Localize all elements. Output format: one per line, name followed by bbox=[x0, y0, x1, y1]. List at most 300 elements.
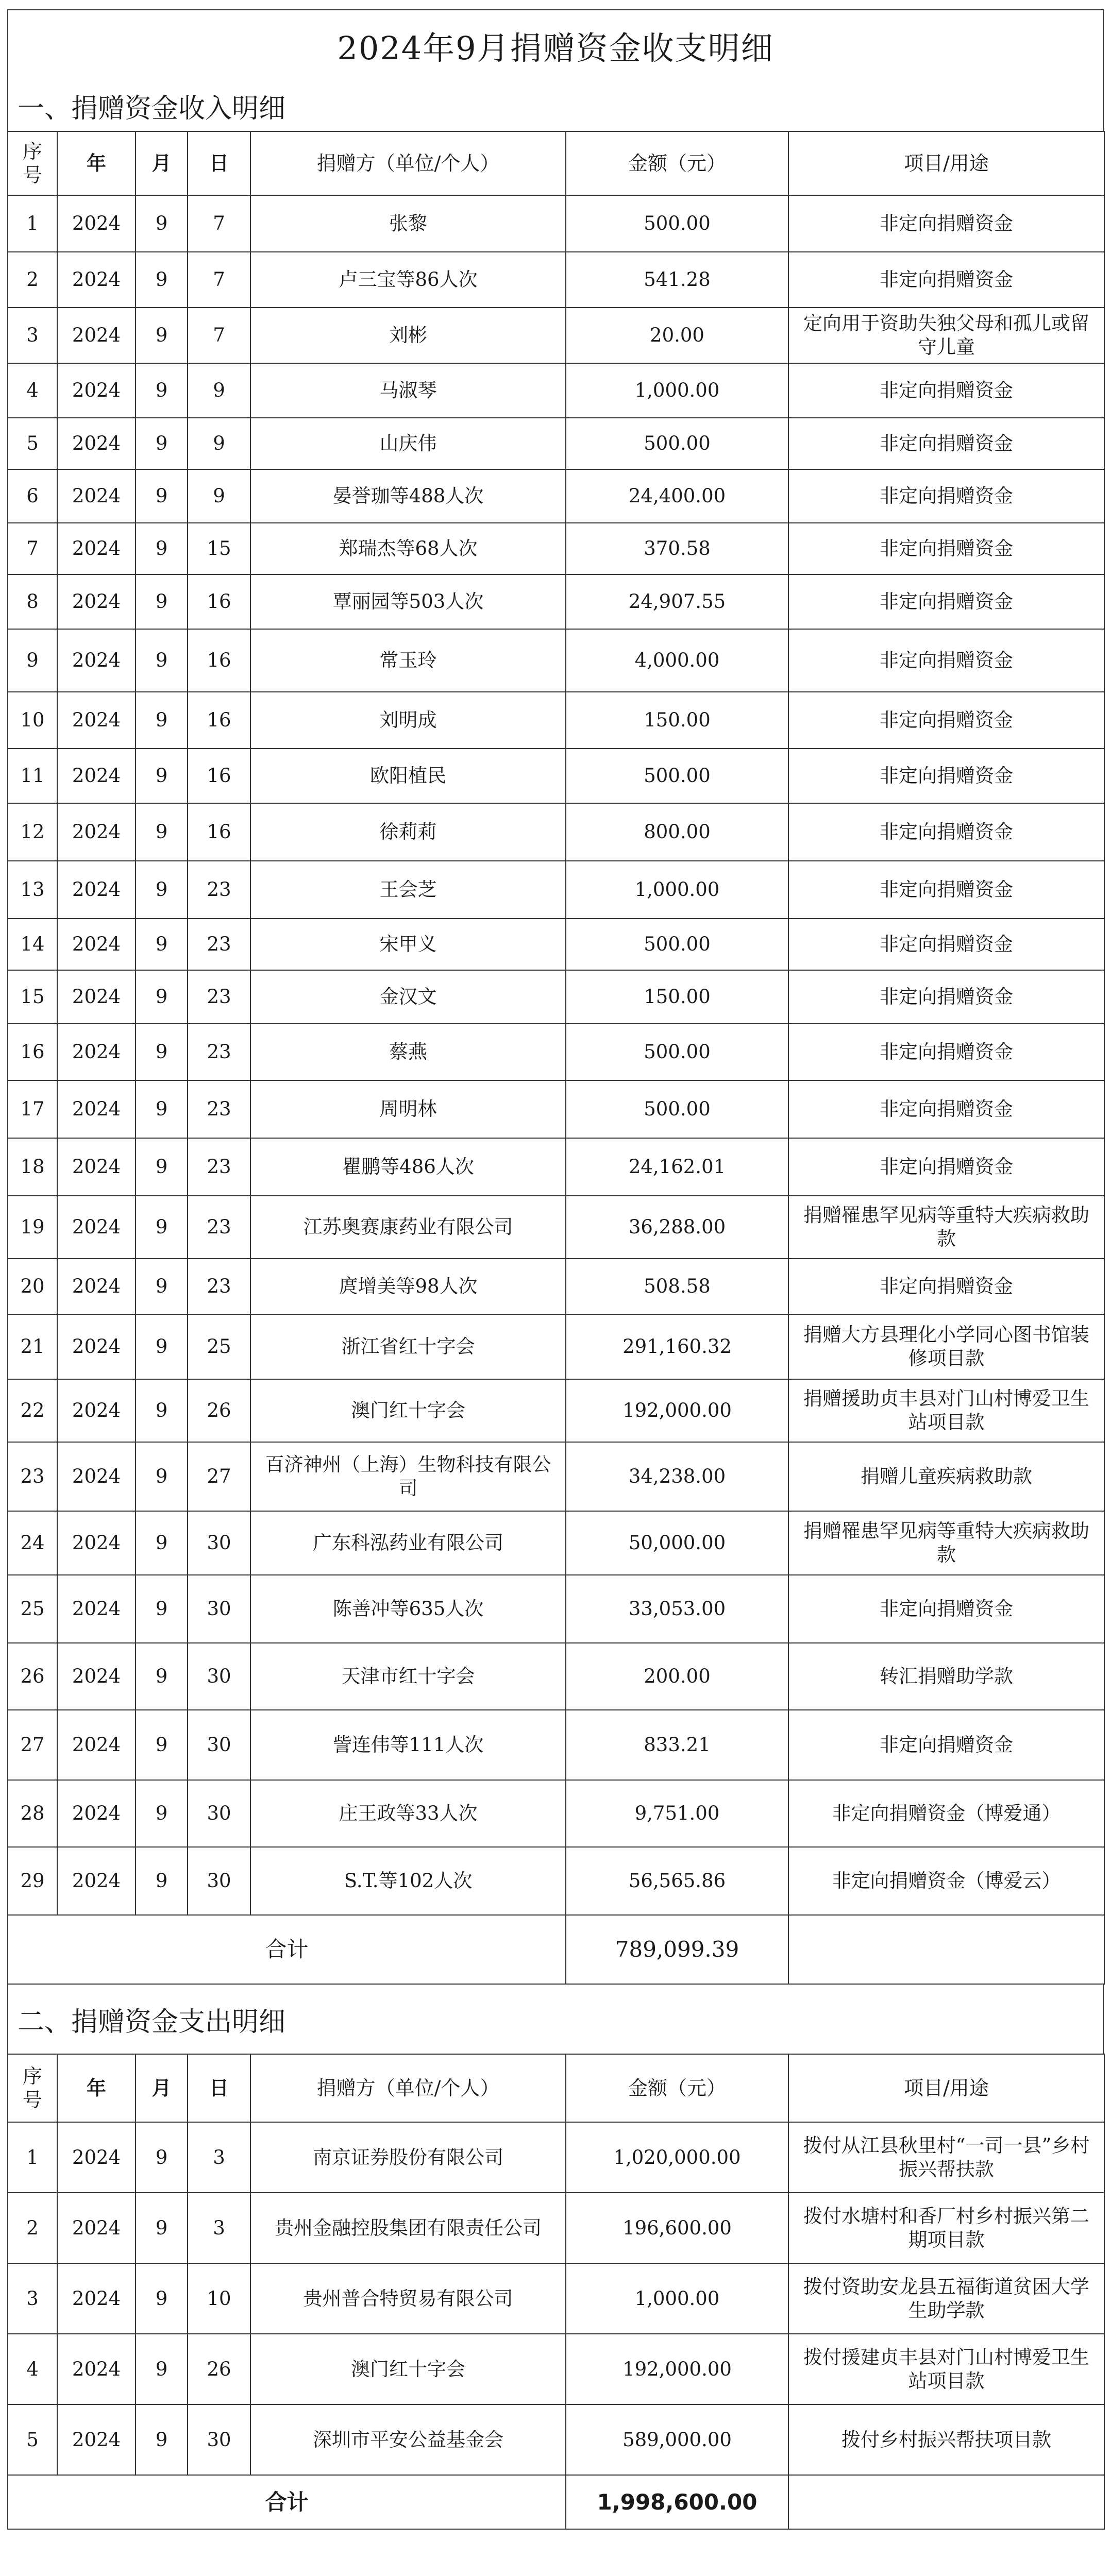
page-title: 2024年9月捐赠资金收支明细 bbox=[337, 29, 774, 67]
donor-cell: 徐莉莉 bbox=[250, 803, 566, 861]
donor-cell: 贵州金融控股集团有限责任公司 bbox=[250, 2193, 566, 2263]
year-cell: 2024 bbox=[57, 2122, 136, 2193]
table-row bbox=[8, 2334, 1104, 2404]
donor-cell: 浙江省红十字会 bbox=[250, 1314, 566, 1379]
purpose-cell: 捐赠罹患罕见病等重特大疾病救助款 bbox=[788, 1196, 1104, 1259]
table-row bbox=[8, 970, 1104, 1024]
year-cell: 2024 bbox=[57, 1780, 136, 1847]
donor-cell: 山庆伟 bbox=[250, 418, 566, 469]
purpose-cell: 非定向捐赠资金 bbox=[788, 1575, 1104, 1643]
year-cell: 2024 bbox=[57, 2193, 136, 2263]
seq-cell: 21 bbox=[8, 1314, 57, 1379]
table-row bbox=[8, 1511, 1104, 1575]
day-cell: 9 bbox=[188, 363, 250, 418]
purpose-cell: 非定向捐赠资金 bbox=[788, 363, 1104, 418]
table-row bbox=[8, 803, 1104, 861]
donor-cell: 天津市红十字会 bbox=[250, 1643, 566, 1710]
page-title-box bbox=[7, 9, 1104, 80]
month-cell: 9 bbox=[136, 692, 188, 749]
year-cell: 2024 bbox=[57, 523, 136, 574]
donor-cell: 蔡燕 bbox=[250, 1024, 566, 1080]
expense-total-label: 合计 bbox=[8, 2475, 566, 2529]
table-row bbox=[8, 692, 1104, 749]
day-cell: 23 bbox=[188, 1024, 250, 1080]
donor-cell: 卢三宝等86人次 bbox=[250, 252, 566, 308]
donor-cell: S.T.等102人次 bbox=[250, 1847, 566, 1915]
table-row bbox=[8, 1080, 1104, 1138]
donor-cell: 庄王政等33人次 bbox=[250, 1780, 566, 1847]
donor-cell: 瞿鹏等486人次 bbox=[250, 1138, 566, 1196]
month-cell: 9 bbox=[136, 861, 188, 919]
amount-cell: 150.00 bbox=[566, 692, 788, 749]
purpose-cell: 定向用于资助失独父母和孤儿或留守儿童 bbox=[788, 308, 1104, 363]
table-row bbox=[8, 2263, 1104, 2334]
month-cell: 9 bbox=[136, 1780, 188, 1847]
header-amount: 金额（元） bbox=[566, 131, 788, 195]
amount-cell: 192,000.00 bbox=[566, 1379, 788, 1442]
amount-cell: 1,000.00 bbox=[566, 363, 788, 418]
header-purpose: 项目/用途 bbox=[788, 131, 1104, 195]
donor-cell: 郑瑞杰等68人次 bbox=[250, 523, 566, 574]
seq-cell: 3 bbox=[8, 2263, 57, 2334]
day-cell: 30 bbox=[188, 1575, 250, 1643]
donor-cell: 刘彬 bbox=[250, 308, 566, 363]
table-row bbox=[8, 919, 1104, 970]
month-cell: 9 bbox=[136, 252, 188, 308]
amount-cell: 1,020,000.00 bbox=[566, 2122, 788, 2193]
year-cell: 2024 bbox=[57, 970, 136, 1024]
day-cell: 23 bbox=[188, 861, 250, 919]
purpose-cell: 非定向捐赠资金（博爱通） bbox=[788, 1780, 1104, 1847]
donor-cell: 宋甲义 bbox=[250, 919, 566, 970]
seq-cell: 5 bbox=[8, 418, 57, 469]
purpose-cell: 非定向捐赠资金 bbox=[788, 523, 1104, 574]
day-cell: 16 bbox=[188, 629, 250, 692]
purpose-cell: 非定向捐赠资金 bbox=[788, 469, 1104, 523]
month-cell: 9 bbox=[136, 970, 188, 1024]
seq-cell: 14 bbox=[8, 919, 57, 970]
purpose-cell: 非定向捐赠资金 bbox=[788, 749, 1104, 803]
donor-cell: 覃丽园等503人次 bbox=[250, 574, 566, 629]
seq-cell: 5 bbox=[8, 2404, 57, 2475]
purpose-cell: 捐赠大方县理化小学同心图书馆装修项目款 bbox=[788, 1314, 1104, 1379]
year-cell: 2024 bbox=[57, 1080, 136, 1138]
amount-cell: 800.00 bbox=[566, 803, 788, 861]
month-cell: 9 bbox=[136, 1511, 188, 1575]
day-cell: 23 bbox=[188, 1196, 250, 1259]
day-cell: 16 bbox=[188, 803, 250, 861]
day-cell: 30 bbox=[188, 1847, 250, 1915]
seq-cell: 4 bbox=[8, 2334, 57, 2404]
year-cell: 2024 bbox=[57, 1710, 136, 1780]
month-cell: 9 bbox=[136, 1259, 188, 1314]
day-cell: 3 bbox=[188, 2193, 250, 2263]
expense-total-row bbox=[8, 2475, 1104, 2529]
expense-section-heading: 二、捐赠资金支出明细 bbox=[7, 1985, 1104, 2054]
purpose-cell: 非定向捐赠资金 bbox=[788, 252, 1104, 308]
purpose-cell: 非定向捐赠资金 bbox=[788, 692, 1104, 749]
seq-cell: 20 bbox=[8, 1259, 57, 1314]
purpose-cell: 捐赠援助贞丰县对门山村博爱卫生站项目款 bbox=[788, 1379, 1104, 1442]
seq-cell: 7 bbox=[8, 523, 57, 574]
table-row bbox=[8, 574, 1104, 629]
table-row bbox=[8, 363, 1104, 418]
month-cell: 9 bbox=[136, 919, 188, 970]
month-cell: 9 bbox=[136, 2404, 188, 2475]
month-cell: 9 bbox=[136, 1314, 188, 1379]
amount-cell: 200.00 bbox=[566, 1643, 788, 1710]
month-cell: 9 bbox=[136, 1847, 188, 1915]
amount-cell: 20.00 bbox=[566, 308, 788, 363]
month-cell: 9 bbox=[136, 1024, 188, 1080]
table-row bbox=[8, 1710, 1104, 1780]
amount-cell: 196,600.00 bbox=[566, 2193, 788, 2263]
table-row bbox=[8, 2122, 1104, 2193]
purpose-cell: 拨付从江县秋里村“一司一县”乡村振兴帮扶款 bbox=[788, 2122, 1104, 2193]
day-cell: 7 bbox=[188, 252, 250, 308]
day-cell: 9 bbox=[188, 469, 250, 523]
amount-cell: 1,000.00 bbox=[566, 861, 788, 919]
table-row bbox=[8, 1643, 1104, 1710]
table-row bbox=[8, 1442, 1104, 1511]
month-cell: 9 bbox=[136, 574, 188, 629]
year-cell: 2024 bbox=[57, 574, 136, 629]
day-cell: 3 bbox=[188, 2122, 250, 2193]
donor-cell: 訾连伟等111人次 bbox=[250, 1710, 566, 1780]
purpose-cell: 非定向捐赠资金 bbox=[788, 803, 1104, 861]
amount-cell: 541.28 bbox=[566, 252, 788, 308]
amount-cell: 1,000.00 bbox=[566, 2263, 788, 2334]
month-cell: 9 bbox=[136, 1379, 188, 1442]
purpose-cell: 非定向捐赠资金 bbox=[788, 1080, 1104, 1138]
month-cell: 9 bbox=[136, 1138, 188, 1196]
purpose-cell: 非定向捐赠资金 bbox=[788, 418, 1104, 469]
year-cell: 2024 bbox=[57, 692, 136, 749]
header-month: 月 bbox=[136, 131, 188, 195]
donor-cell: 周明林 bbox=[250, 1080, 566, 1138]
amount-cell: 34,238.00 bbox=[566, 1442, 788, 1511]
table-row bbox=[8, 1314, 1104, 1379]
expense-header-row bbox=[8, 2054, 1104, 2122]
donor-cell: 晏誉珈等488人次 bbox=[250, 469, 566, 523]
table-row bbox=[8, 1196, 1104, 1259]
donor-cell: 陈善冲等635人次 bbox=[250, 1575, 566, 1643]
table-row bbox=[8, 861, 1104, 919]
year-cell: 2024 bbox=[57, 1511, 136, 1575]
month-cell: 9 bbox=[136, 363, 188, 418]
seq-cell: 16 bbox=[8, 1024, 57, 1080]
year-cell: 2024 bbox=[57, 363, 136, 418]
header-purpose: 项目/用途 bbox=[788, 2054, 1104, 2122]
purpose-cell: 拨付乡村振兴帮扶项目款 bbox=[788, 2404, 1104, 2475]
expense-total-value: 1,998,600.00 bbox=[566, 2475, 788, 2529]
year-cell: 2024 bbox=[57, 1575, 136, 1643]
day-cell: 25 bbox=[188, 1314, 250, 1379]
donor-cell: 庹增美等98人次 bbox=[250, 1259, 566, 1314]
day-cell: 23 bbox=[188, 1080, 250, 1138]
seq-cell: 3 bbox=[8, 308, 57, 363]
amount-cell: 33,053.00 bbox=[566, 1575, 788, 1643]
year-cell: 2024 bbox=[57, 803, 136, 861]
seq-cell: 6 bbox=[8, 469, 57, 523]
income-table bbox=[7, 131, 1105, 1985]
table-row bbox=[8, 2193, 1104, 2263]
amount-cell: 589,000.00 bbox=[566, 2404, 788, 2475]
purpose-cell: 非定向捐赠资金 bbox=[788, 919, 1104, 970]
amount-cell: 291,160.32 bbox=[566, 1314, 788, 1379]
day-cell: 30 bbox=[188, 1710, 250, 1780]
donor-cell: 澳门红十字会 bbox=[250, 2334, 566, 2404]
year-cell: 2024 bbox=[57, 1643, 136, 1710]
amount-cell: 500.00 bbox=[566, 195, 788, 252]
table-row bbox=[8, 1379, 1104, 1442]
donor-cell: 江苏奥赛康药业有限公司 bbox=[250, 1196, 566, 1259]
year-cell: 2024 bbox=[57, 1442, 136, 1511]
day-cell: 30 bbox=[188, 1511, 250, 1575]
year-cell: 2024 bbox=[57, 1314, 136, 1379]
day-cell: 23 bbox=[188, 919, 250, 970]
year-cell: 2024 bbox=[57, 195, 136, 252]
year-cell: 2024 bbox=[57, 919, 136, 970]
year-cell: 2024 bbox=[57, 1196, 136, 1259]
donor-cell: 张黎 bbox=[250, 195, 566, 252]
month-cell: 9 bbox=[136, 2334, 188, 2404]
expense-table bbox=[7, 2054, 1105, 2530]
amount-cell: 4,000.00 bbox=[566, 629, 788, 692]
year-cell: 2024 bbox=[57, 1259, 136, 1314]
purpose-cell: 非定向捐赠资金（博爱云） bbox=[788, 1847, 1104, 1915]
header-donor: 捐赠方（单位/个人） bbox=[250, 131, 566, 195]
month-cell: 9 bbox=[136, 1643, 188, 1710]
year-cell: 2024 bbox=[57, 1138, 136, 1196]
donor-cell: 王会芝 bbox=[250, 861, 566, 919]
day-cell: 7 bbox=[188, 308, 250, 363]
day-cell: 23 bbox=[188, 970, 250, 1024]
purpose-cell: 非定向捐赠资金 bbox=[788, 1138, 1104, 1196]
month-cell: 9 bbox=[136, 2193, 188, 2263]
month-cell: 9 bbox=[136, 523, 188, 574]
day-cell: 30 bbox=[188, 1643, 250, 1710]
table-row bbox=[8, 523, 1104, 574]
purpose-cell: 非定向捐赠资金 bbox=[788, 1710, 1104, 1780]
year-cell: 2024 bbox=[57, 2404, 136, 2475]
year-cell: 2024 bbox=[57, 2263, 136, 2334]
day-cell: 26 bbox=[188, 2334, 250, 2404]
seq-cell: 9 bbox=[8, 629, 57, 692]
seq-cell: 17 bbox=[8, 1080, 57, 1138]
donor-cell: 贵州普合特贸易有限公司 bbox=[250, 2263, 566, 2334]
seq-cell: 15 bbox=[8, 970, 57, 1024]
amount-cell: 24,162.01 bbox=[566, 1138, 788, 1196]
header-seq: 序号 bbox=[8, 131, 57, 195]
amount-cell: 500.00 bbox=[566, 1024, 788, 1080]
table-row bbox=[8, 195, 1104, 252]
table-row bbox=[8, 629, 1104, 692]
month-cell: 9 bbox=[136, 418, 188, 469]
amount-cell: 500.00 bbox=[566, 1080, 788, 1138]
year-cell: 2024 bbox=[57, 418, 136, 469]
amount-cell: 24,400.00 bbox=[566, 469, 788, 523]
month-cell: 9 bbox=[136, 749, 188, 803]
purpose-cell: 非定向捐赠资金 bbox=[788, 629, 1104, 692]
seq-cell: 29 bbox=[8, 1847, 57, 1915]
purpose-cell: 转汇捐赠助学款 bbox=[788, 1643, 1104, 1710]
table-row bbox=[8, 252, 1104, 308]
day-cell: 23 bbox=[188, 1138, 250, 1196]
month-cell: 9 bbox=[136, 1442, 188, 1511]
income-header-row bbox=[8, 131, 1104, 195]
month-cell: 9 bbox=[136, 1710, 188, 1780]
day-cell: 16 bbox=[188, 749, 250, 803]
donor-cell: 刘明成 bbox=[250, 692, 566, 749]
purpose-cell: 非定向捐赠资金 bbox=[788, 861, 1104, 919]
seq-cell: 2 bbox=[8, 2193, 57, 2263]
month-cell: 9 bbox=[136, 2263, 188, 2334]
year-cell: 2024 bbox=[57, 861, 136, 919]
purpose-cell: 拨付水塘村和香厂村乡村振兴第二期项目款 bbox=[788, 2193, 1104, 2263]
amount-cell: 500.00 bbox=[566, 919, 788, 970]
seq-cell: 23 bbox=[8, 1442, 57, 1511]
table-row bbox=[8, 469, 1104, 523]
month-cell: 9 bbox=[136, 803, 188, 861]
purpose-cell: 捐赠罹患罕见病等重特大疾病救助款 bbox=[788, 1511, 1104, 1575]
table-row bbox=[8, 1138, 1104, 1196]
month-cell: 9 bbox=[136, 1080, 188, 1138]
year-cell: 2024 bbox=[57, 1024, 136, 1080]
purpose-cell: 非定向捐赠资金 bbox=[788, 1024, 1104, 1080]
income-total-row bbox=[8, 1915, 1104, 1984]
amount-cell: 370.58 bbox=[566, 523, 788, 574]
year-cell: 2024 bbox=[57, 1847, 136, 1915]
expense-total-blank bbox=[788, 2475, 1104, 2529]
year-cell: 2024 bbox=[57, 308, 136, 363]
donor-cell: 百济神州（上海）生物科技有限公司 bbox=[250, 1442, 566, 1511]
donor-cell: 南京证券股份有限公司 bbox=[250, 2122, 566, 2193]
table-row bbox=[8, 1259, 1104, 1314]
seq-cell: 1 bbox=[8, 2122, 57, 2193]
purpose-cell: 非定向捐赠资金 bbox=[788, 1259, 1104, 1314]
donor-cell: 澳门红十字会 bbox=[250, 1379, 566, 1442]
amount-cell: 192,000.00 bbox=[566, 2334, 788, 2404]
purpose-cell: 非定向捐赠资金 bbox=[788, 574, 1104, 629]
day-cell: 27 bbox=[188, 1442, 250, 1511]
header-amount: 金额（元） bbox=[566, 2054, 788, 2122]
amount-cell: 500.00 bbox=[566, 749, 788, 803]
day-cell: 26 bbox=[188, 1379, 250, 1442]
document bbox=[7, 9, 1104, 2530]
seq-cell: 18 bbox=[8, 1138, 57, 1196]
month-cell: 9 bbox=[136, 1196, 188, 1259]
header-year: 年 bbox=[57, 131, 136, 195]
month-cell: 9 bbox=[136, 629, 188, 692]
amount-cell: 36,288.00 bbox=[566, 1196, 788, 1259]
amount-cell: 50,000.00 bbox=[566, 1511, 788, 1575]
day-cell: 16 bbox=[188, 574, 250, 629]
donor-cell: 金汉文 bbox=[250, 970, 566, 1024]
year-cell: 2024 bbox=[57, 469, 136, 523]
day-cell: 16 bbox=[188, 692, 250, 749]
day-cell: 30 bbox=[188, 2404, 250, 2475]
year-cell: 2024 bbox=[57, 1379, 136, 1442]
seq-cell: 13 bbox=[8, 861, 57, 919]
purpose-cell: 拨付援建贞丰县对门山村博爱卫生站项目款 bbox=[788, 2334, 1104, 2404]
header-day: 日 bbox=[188, 2054, 250, 2122]
seq-cell: 26 bbox=[8, 1643, 57, 1710]
month-cell: 9 bbox=[136, 195, 188, 252]
table-row bbox=[8, 308, 1104, 363]
month-cell: 9 bbox=[136, 469, 188, 523]
day-cell: 9 bbox=[188, 418, 250, 469]
donor-cell: 马淑琴 bbox=[250, 363, 566, 418]
header-seq: 序号 bbox=[8, 2054, 57, 2122]
income-total-blank bbox=[788, 1915, 1104, 1984]
seq-cell: 27 bbox=[8, 1710, 57, 1780]
purpose-cell: 捐赠儿童疾病救助款 bbox=[788, 1442, 1104, 1511]
seq-cell: 24 bbox=[8, 1511, 57, 1575]
seq-cell: 2 bbox=[8, 252, 57, 308]
seq-cell: 10 bbox=[8, 692, 57, 749]
seq-cell: 25 bbox=[8, 1575, 57, 1643]
header-month: 月 bbox=[136, 2054, 188, 2122]
amount-cell: 56,565.86 bbox=[566, 1847, 788, 1915]
header-year: 年 bbox=[57, 2054, 136, 2122]
seq-cell: 1 bbox=[8, 195, 57, 252]
header-day: 日 bbox=[188, 131, 250, 195]
seq-cell: 28 bbox=[8, 1780, 57, 1847]
table-row bbox=[8, 1024, 1104, 1080]
purpose-cell: 非定向捐赠资金 bbox=[788, 970, 1104, 1024]
month-cell: 9 bbox=[136, 308, 188, 363]
seq-cell: 11 bbox=[8, 749, 57, 803]
amount-cell: 9,751.00 bbox=[566, 1780, 788, 1847]
donor-cell: 常玉玲 bbox=[250, 629, 566, 692]
day-cell: 15 bbox=[188, 523, 250, 574]
seq-cell: 12 bbox=[8, 803, 57, 861]
seq-cell: 22 bbox=[8, 1379, 57, 1442]
amount-cell: 150.00 bbox=[566, 970, 788, 1024]
day-cell: 10 bbox=[188, 2263, 250, 2334]
seq-cell: 19 bbox=[8, 1196, 57, 1259]
day-cell: 30 bbox=[188, 1780, 250, 1847]
income-total-value: 789,099.39 bbox=[566, 1915, 788, 1984]
table-row bbox=[8, 1575, 1104, 1643]
purpose-cell: 非定向捐赠资金 bbox=[788, 195, 1104, 252]
amount-cell: 500.00 bbox=[566, 418, 788, 469]
year-cell: 2024 bbox=[57, 749, 136, 803]
day-cell: 7 bbox=[188, 195, 250, 252]
income-total-label: 合计 bbox=[8, 1915, 566, 1984]
donor-cell: 欧阳植民 bbox=[250, 749, 566, 803]
amount-cell: 508.58 bbox=[566, 1259, 788, 1314]
donor-cell: 深圳市平安公益基金会 bbox=[250, 2404, 566, 2475]
header-donor: 捐赠方（单位/个人） bbox=[250, 2054, 566, 2122]
year-cell: 2024 bbox=[57, 2334, 136, 2404]
amount-cell: 24,907.55 bbox=[566, 574, 788, 629]
seq-cell: 4 bbox=[8, 363, 57, 418]
month-cell: 9 bbox=[136, 1575, 188, 1643]
table-row bbox=[8, 2404, 1104, 2475]
seq-cell: 8 bbox=[8, 574, 57, 629]
table-row bbox=[8, 1780, 1104, 1847]
donor-cell: 广东科泓药业有限公司 bbox=[250, 1511, 566, 1575]
purpose-cell: 拨付资助安龙县五福街道贫困大学生助学款 bbox=[788, 2263, 1104, 2334]
table-row bbox=[8, 1847, 1104, 1915]
table-row bbox=[8, 749, 1104, 803]
month-cell: 9 bbox=[136, 2122, 188, 2193]
amount-cell: 833.21 bbox=[566, 1710, 788, 1780]
year-cell: 2024 bbox=[57, 252, 136, 308]
income-section-heading: 一、捐赠资金收入明细 bbox=[7, 80, 1104, 131]
